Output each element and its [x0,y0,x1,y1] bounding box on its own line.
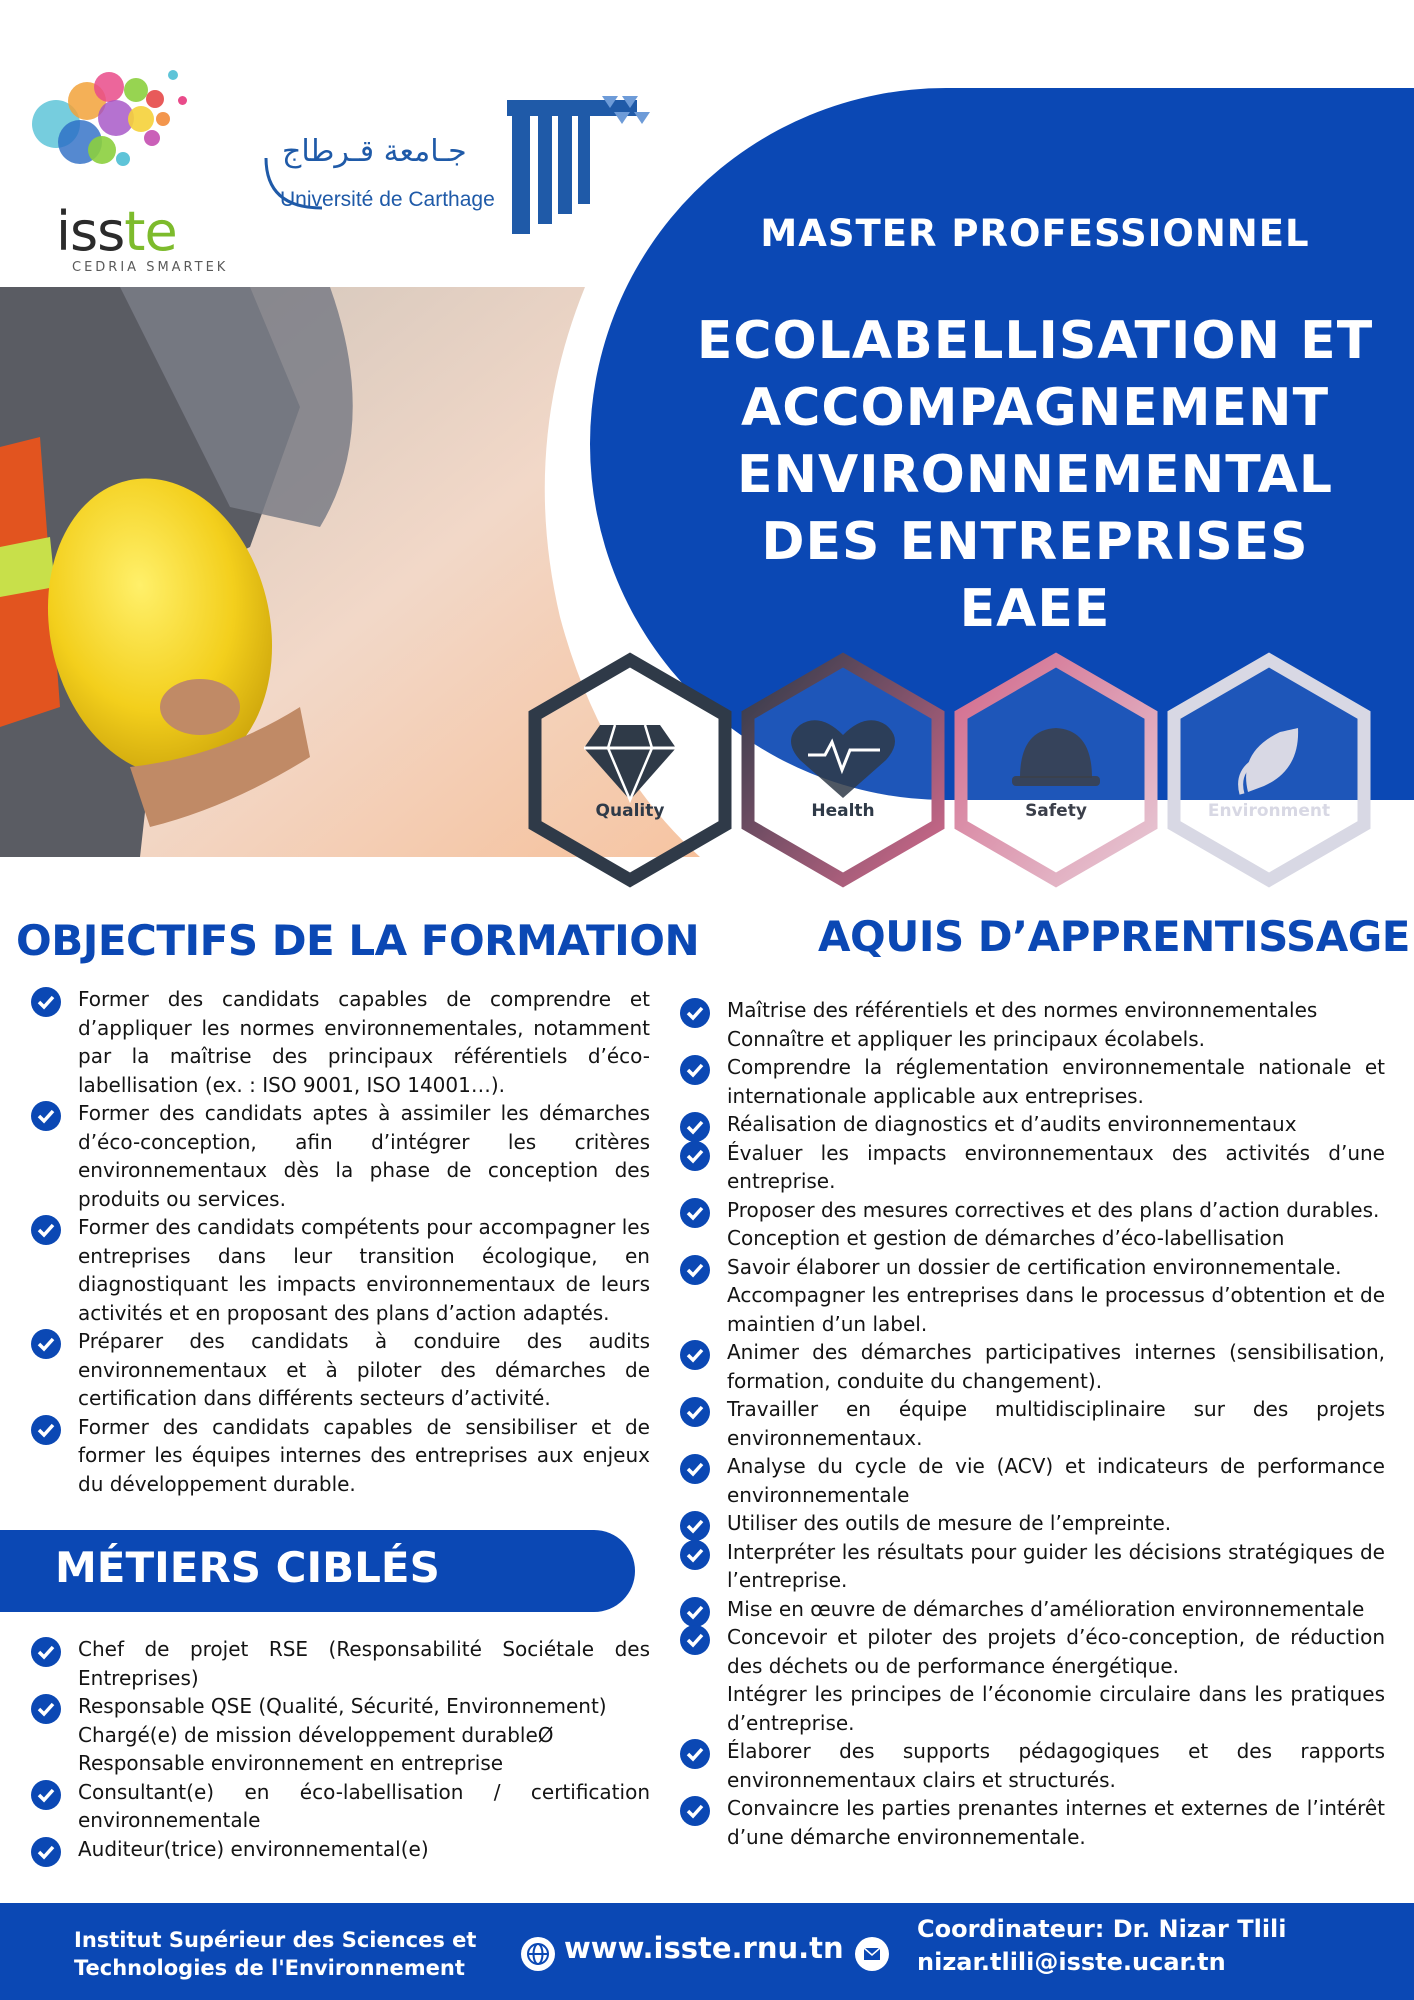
footer-institute [74,1926,476,1982]
objectifs-list [78,985,650,1498]
list-item: Comprendre la réglementation environnementale nationale et internationale applicable aux entreprises. [727,1053,1385,1110]
check-circle-icon [680,1625,710,1655]
check-circle-icon [31,1329,61,1359]
check-circle-icon [680,1141,710,1171]
list-item: Convaincre les parties prenantes internes et externes de l’intérêt d’une démarche environnementale. [727,1794,1385,1851]
email-link[interactable]: nizar.tlili@isste.ucar.tn [917,1948,1226,1976]
check-circle-icon [680,1255,710,1285]
aquis-list [727,996,1385,1851]
list-item: Consultant(e) en éco-labellisation / certification environnementale [78,1778,650,1835]
title-line: EAEE [959,579,1111,639]
list-item: Interpréter les résultats pour guider les décisions stratégiques de l’entreprise. [727,1538,1385,1595]
title-line: ENVIRONNEMENTAL [736,445,1334,505]
check-circle-icon [31,987,61,1017]
check-circle-icon [31,1415,61,1445]
isste-logo [28,60,248,280]
list-item: Savoir élaborer un dossier de certification environnementale. [727,1253,1385,1282]
list-item: Auditeur(trice) environnemental(e) [78,1835,650,1864]
list-item: Analyse du cycle de vie (ACV) et indicateurs de performance environnementale [727,1452,1385,1509]
aquis-heading: AQUIS D’APPRENTISSAGE [818,912,1410,961]
program-title [690,308,1380,643]
list-item: Conception et gestion de démarches d’éco-labellisation [727,1226,1285,1250]
title-line: ECOLABELLISATION ET [696,311,1374,371]
hex-label: Quality [595,801,665,821]
list-item: Former des candidats compétents pour accompagner les entreprises dans leur transition écologique, en diagnostiquant les impacts environnementaux de leurs activités et en proposant des plans d’action adaptés. [78,1213,650,1327]
list-item: Proposer des mesures correctives et des plans d’action durables. [727,1196,1385,1225]
hex-label: Environment [1207,801,1331,821]
hex-safety [961,660,1151,880]
hex-label: Health [811,801,875,821]
globe-icon [521,1937,555,1971]
list-item: Responsable QSE (Qualité, Sécurité, Environnement) [78,1692,650,1721]
check-circle-icon [680,1511,710,1541]
list-item: Maîtrise des référentiels et des normes environnementales [727,996,1385,1025]
footer-coordinator [917,1913,1287,1979]
coordinator-name: Coordinateur: Dr. Nizar Tlili [917,1915,1287,1943]
check-circle-icon [31,1694,61,1724]
uc-arabic-name: جـامعة قـرطاج [282,134,467,169]
check-circle-icon [680,1597,710,1627]
footer [0,1903,1414,2000]
list-item: Former des candidats capables de comprendre et d’appliquer les normes environnementales, notamment par la maîtrise des principaux référentiels d’éco-labellisation (ex. : ISO 9001, ISO 14001…). [78,985,650,1099]
uc-pillars-icon [262,90,662,240]
list-item: Connaître et appliquer les principaux écolabels. [727,1026,1206,1051]
isste-wordmark: isste [56,200,177,263]
check-circle-icon [31,1215,61,1245]
list-item: Réalisation de diagnostics et d’audits environnementaux [727,1110,1385,1139]
metiers-list [78,1635,650,1863]
hex-label: Safety [1025,801,1087,821]
check-circle-icon [31,1780,61,1810]
title-line: DES ENTREPRISES [761,512,1309,572]
master-label: MASTER PROFESSIONNEL [760,212,1310,255]
institute-line: Technologies de l'Environnement [74,1956,465,1980]
uc-latin-name: Université de Carthage [280,188,495,211]
list-item: Mise en œuvre de démarches d’amélioration environnementale [727,1595,1385,1624]
qhse-hexagons [520,650,1380,900]
hex-environment [1174,660,1364,880]
list-item: Chargé(e) de mission développement durableØ [78,1722,554,1747]
check-circle-icon [680,1739,710,1769]
list-item: Accompagner les entreprises dans le processus d’obtention et de maintien d’un label. [727,1283,1385,1336]
list-item: Animer des démarches participatives internes (sensibilisation, formation, conduite du changement). [727,1338,1385,1395]
check-circle-icon [31,1837,61,1867]
list-item: Intégrer les principes de l’économie circulaire dans les pratiques d’entreprise. [727,1682,1385,1735]
list-item: Former des candidats aptes à assimiler les démarches d’éco-conception, afin d’intégrer les critères environnementaux dès la phase de conception des produits ou services. [78,1099,650,1213]
check-circle-icon [680,1340,710,1370]
list-item: Travailler en équipe multidisciplinaire sur des projets environnementaux. [727,1395,1385,1452]
check-circle-icon [680,998,710,1028]
check-circle-icon [680,1796,710,1826]
list-item: Former des candidats capables de sensibiliser et de former les équipes internes des entreprises aux enjeux du développement durable. [78,1413,650,1499]
check-circle-icon [680,1454,710,1484]
check-circle-icon [31,1637,61,1667]
list-item: Responsable environnement en entreprise [78,1751,504,1775]
list-item: Élaborer des supports pédagogiques et des rapports environnementaux clairs et structurés. [727,1737,1385,1794]
metiers-banner [0,1530,635,1612]
list-item: Préparer des candidats à conduire des audits environnementaux et à piloter des démarches de certification dans différents secteurs d’activité. [78,1327,650,1413]
institute-line: Institut Supérieur des Sciences et [74,1928,477,1952]
universite-carthage-logo [262,90,662,240]
list-item: Évaluer les impacts environnementaux des activités d’une entreprise. [727,1139,1385,1196]
mail-icon [855,1937,889,1971]
check-circle-icon [680,1112,710,1142]
hex-quality [535,660,725,880]
list-item: Utiliser des outils de mesure de l’empreinte. [727,1509,1385,1538]
isste-subtitle: CEDRIA SMARTEK [72,260,229,275]
check-circle-icon [680,1540,710,1570]
list-item: Concevoir et piloter des projets d’éco-conception, de réduction des déchets ou de performance énergétique. [727,1623,1385,1680]
check-circle-icon [31,1101,61,1131]
website-link[interactable]: www.isste.rnu.tn [564,1931,844,1965]
metiers-heading: MÉTIERS CIBLÉS [55,1543,440,1592]
check-circle-icon [680,1055,710,1085]
objectifs-heading: OBJECTIFS DE LA FORMATION [16,916,700,965]
hex-health [748,660,938,880]
list-item: Chef de projet RSE (Responsabilité Sociétale des Entreprises) [78,1635,650,1692]
title-line: ACCOMPAGNEMENT [740,378,1330,438]
check-circle-icon [680,1397,710,1427]
check-circle-icon [680,1198,710,1228]
